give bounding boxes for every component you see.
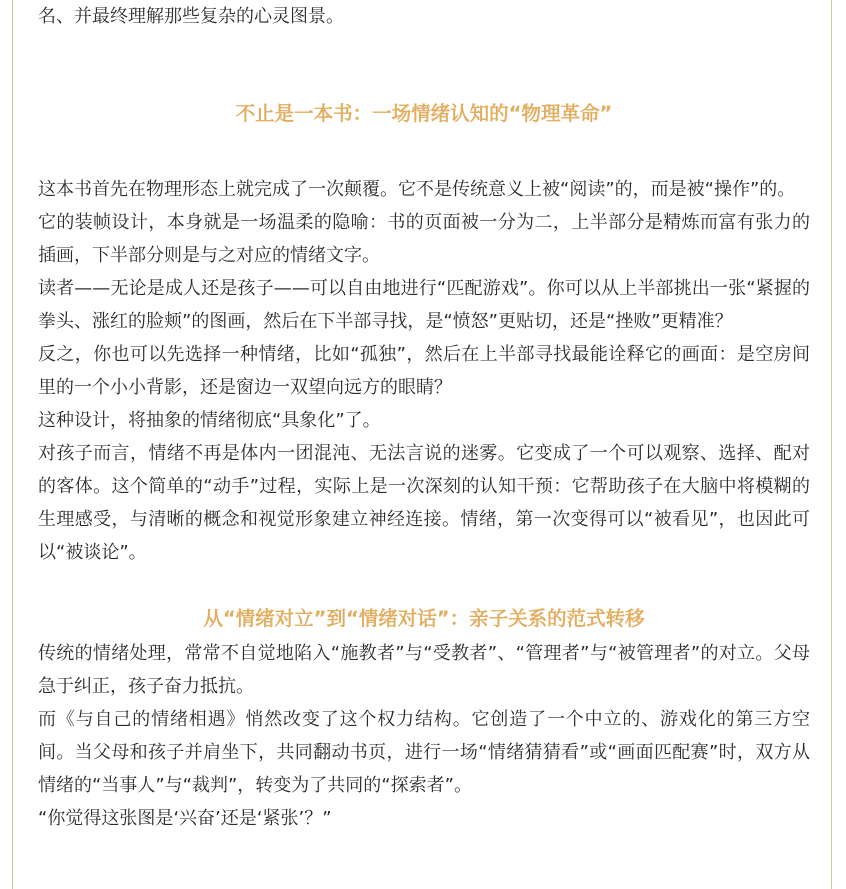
paragraph: 反之，你也可以先选择一种情绪，比如“孤独”，然后在上半部寻找最能诠释它的画面：是空房间里的一个小小背影，还是窗边一双望向远方的眼睛？ xyxy=(38,344,810,398)
section-heading-dialogue-shift: 从“情绪对立”到“情绪对话”：亲子关系的范式转移 xyxy=(203,607,645,630)
paragraph: 传统的情绪处理，常常不自觉地陷入“施教者”与“受教者”、“管理者”与“被管理者”的对立。父母急于纠正，孩子奋力抵抗。 xyxy=(38,643,810,697)
section-heading-physical-revolution: 不止是一本书：一场情绪认知的“物理革命” xyxy=(235,102,613,125)
paragraph: 这本书首先在物理形态上就完成了一次颠覆。它不是传统意义上被“阅读”的，而是被“操作”的。 xyxy=(38,179,796,200)
paragraph-fragment: 名、并最终理解那些复杂的心灵图景。 xyxy=(38,6,344,27)
article-body xyxy=(38,0,810,835)
paragraph: 而《与自己的情绪相遇》悄然改变了这个权力结构。它创造了一个中立的、游戏化的第三方空间。当父母和孩子并肩坐下，共同翻动书页，进行一场“情绪猜猜看”或“画面匹配赛”时，双方从情绪的“当事人”与“裁判”，转变为了共同的“探索者”。 xyxy=(38,709,810,796)
paragraph: “你觉得这张图是‘兴奋’还是‘紧张’？” xyxy=(38,808,332,829)
paragraph: 对孩子而言，情绪不再是体内一团混沌、无法言说的迷雾。它变成了一个可以观察、选择、配对的客体。这个简单的“动手”过程，实际上是一次深刻的认知干预：它帮助孩子在大脑中将模糊的生理感受，与清晰的概念和视觉形象建立神经连接。情绪，第一次变得可以“被看见”，也因此可以“被谈论”。 xyxy=(38,443,810,563)
paragraph: 这种设计，将抽象的情绪彻底“具象化”了。 xyxy=(38,410,381,431)
paragraph: 读者——无论是成人还是孩子——可以自由地进行“匹配游戏”。你可以从上半部挑出一张“紧握的拳头、涨红的脸颊”的图画，然后在下半部寻找，是“愤怒”更贴切，还是“挫败”更精准？ xyxy=(38,278,810,332)
paragraph: 它的装帧设计，本身就是一场温柔的隐喻：书的页面被一分为二，上半部分是精炼而富有张力的插画，下半部分则是与之对应的情绪文字。 xyxy=(38,212,810,266)
